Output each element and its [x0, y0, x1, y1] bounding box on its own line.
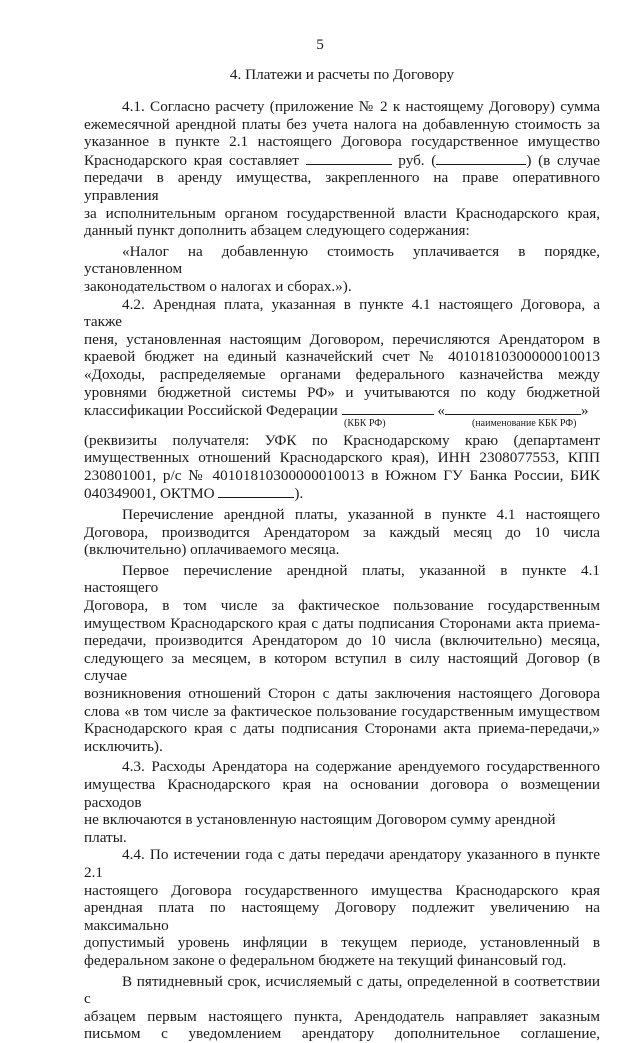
text-line: допустимый уровень инфляции в текущем периоде, установленный в [84, 934, 600, 952]
amount-words-blank [436, 151, 526, 165]
text-line: не включаются в установленную настоящим Договором сумму арендной платы. [84, 811, 556, 846]
text-line: Договора, производится Арендатором за каждый месяц до 10 числа [84, 523, 600, 541]
text-line: (реквизиты получателя: УФК по Краснодарскому краю (департамент [84, 431, 600, 449]
text-fragment: ). [294, 485, 304, 503]
text-line: Перечисление арендной платы, указанной в пункте 4.1 настоящего [122, 506, 600, 524]
text-line: имущества Краснодарского края на основании договора о возмещении расходов [84, 775, 600, 811]
text-line: абзацем первым настоящего пункта, Арендодатель направляет заказным [84, 1007, 600, 1025]
text-line: исключить). [84, 737, 163, 755]
text-fragment: « [437, 402, 445, 420]
text-fragment: классификации Российской Федерации [84, 402, 338, 420]
text-line: «Доходы, распределяемые органами федерального казначейства между [84, 365, 600, 383]
text-line: возникновения отношений Сторон с даты заключения настоящего Договора [84, 685, 600, 702]
text-line: настоящего Договора государственного имущества Краснодарского края [84, 881, 600, 899]
text-line: пеня, установленная настоящим Договором, перечисляются Арендатором в [84, 330, 600, 348]
blank-captions [84, 417, 600, 432]
document-body [84, 98, 600, 1043]
text-line: указанное в пункте 2.1 настоящего Договора государственное имущество [84, 133, 600, 151]
text-fragment: ) (в случае [526, 151, 601, 169]
text-line: 4.4. По истечении года с даты передачи арендатору указанного в пункте 2.1 [84, 846, 600, 881]
text-line: имущественных отношений Краснодарского края), ИНН 2308077553, КПП [84, 449, 600, 467]
caption-kbk-name: (наименование КБК РФ) [472, 417, 577, 429]
text-fragment: руб. ( [398, 151, 437, 169]
section-title: 4. Платежи и расчеты по Договору [229, 66, 455, 83]
text-line: В пятидневный срок, исчисляемый с даты, определенной в соответствии с [84, 972, 600, 1008]
text-line: 4.1. Согласно расчету (приложение № 2 к настоящему Договору) сумма [122, 98, 600, 115]
kbk-blank [342, 401, 434, 415]
text-line: арендная плата по настоящему Договору подлежит увеличению на максимально [84, 899, 600, 934]
text-line: имуществом Краснодарского края с даты подписания Сторонами акта приема- [84, 614, 600, 632]
text-line: федеральном законе о федеральном бюджете на текущий финансовый год. [84, 951, 567, 969]
paragraph-4-2 [84, 296, 600, 504]
quote-line: законодательством о налогах и сборах.»). [84, 277, 352, 295]
text-line: ежемесячной арендной платы без учета налога на добавленную стоимость за [84, 115, 600, 133]
text-line: 230801001, р/с № 40101810300000010013 в Южном ГУ Банка России, БИК [84, 466, 600, 484]
paragraph-first-payment [84, 562, 600, 756]
text-fragment: » [580, 402, 589, 420]
page-number: 5 [316, 36, 324, 53]
text-line: (включительно) оплачиваемого месяца. [84, 541, 340, 559]
caption-kbk: (КБК РФ) [344, 417, 386, 429]
text-line: Краснодарского края с даты подписания Сторонами акта приема-передачи,» [84, 720, 600, 738]
kbk-name-blank [445, 401, 581, 415]
paragraph-4-4 [84, 846, 600, 969]
paragraph-4-1 [84, 98, 600, 296]
text-line: передачи, производится Арендатором до 10 числа (включительно) месяца, [84, 632, 600, 650]
text-line: Первое перечисление арендной платы, указанной в пункте 4.1 настоящего [84, 561, 600, 597]
text-line: краевой бюджет на единый казначейский счет № 40101810300000010013 [84, 348, 600, 366]
text-line-with-blanks [84, 151, 600, 170]
text-line: за исполнительным органом государственной власти Краснодарского края, [84, 204, 600, 222]
quote-line: «Налог на добавленную стоимость уплачивается в порядке, установленном [84, 242, 600, 278]
text-line: следующего за месяцем, в котором вступил в силу настоящий Договор (в случае [84, 649, 600, 685]
oktmo-blank [218, 484, 294, 498]
text-line-with-blanks [84, 484, 600, 503]
text-line: 4.3. Расходы Арендатора на содержание арендуемого государственного [122, 758, 600, 776]
text-line: уровнями бюджетной системы РФ» и учитываются по коду бюджетной [84, 383, 600, 401]
paragraph-4-3 [84, 758, 600, 846]
text-fragment: 040349001, ОКТМО [84, 485, 215, 503]
text-line: слова «в том числе за фактическое пользование государственным имуществом [84, 702, 600, 720]
text-line: 4.2. Арендная плата, указанная в пункте 4.1 настоящего Договора, а также [84, 295, 600, 331]
text-line: передачи в аренду имущества, закрепленного на праве оперативного управления [84, 169, 600, 204]
text-line: данный пункт дополнить абзацем следующего содержания: [84, 222, 470, 240]
paragraph-payment [84, 506, 600, 559]
amount-blank [306, 151, 392, 165]
text-line: письмом с уведомлением арендатору дополнительное соглашение, [84, 1025, 600, 1043]
text-fragment: Краснодарского края составляет [84, 151, 299, 169]
text-line: Договора, в том числе за фактическое пользование государственным [84, 597, 600, 615]
paragraph-five-day [84, 973, 600, 1043]
